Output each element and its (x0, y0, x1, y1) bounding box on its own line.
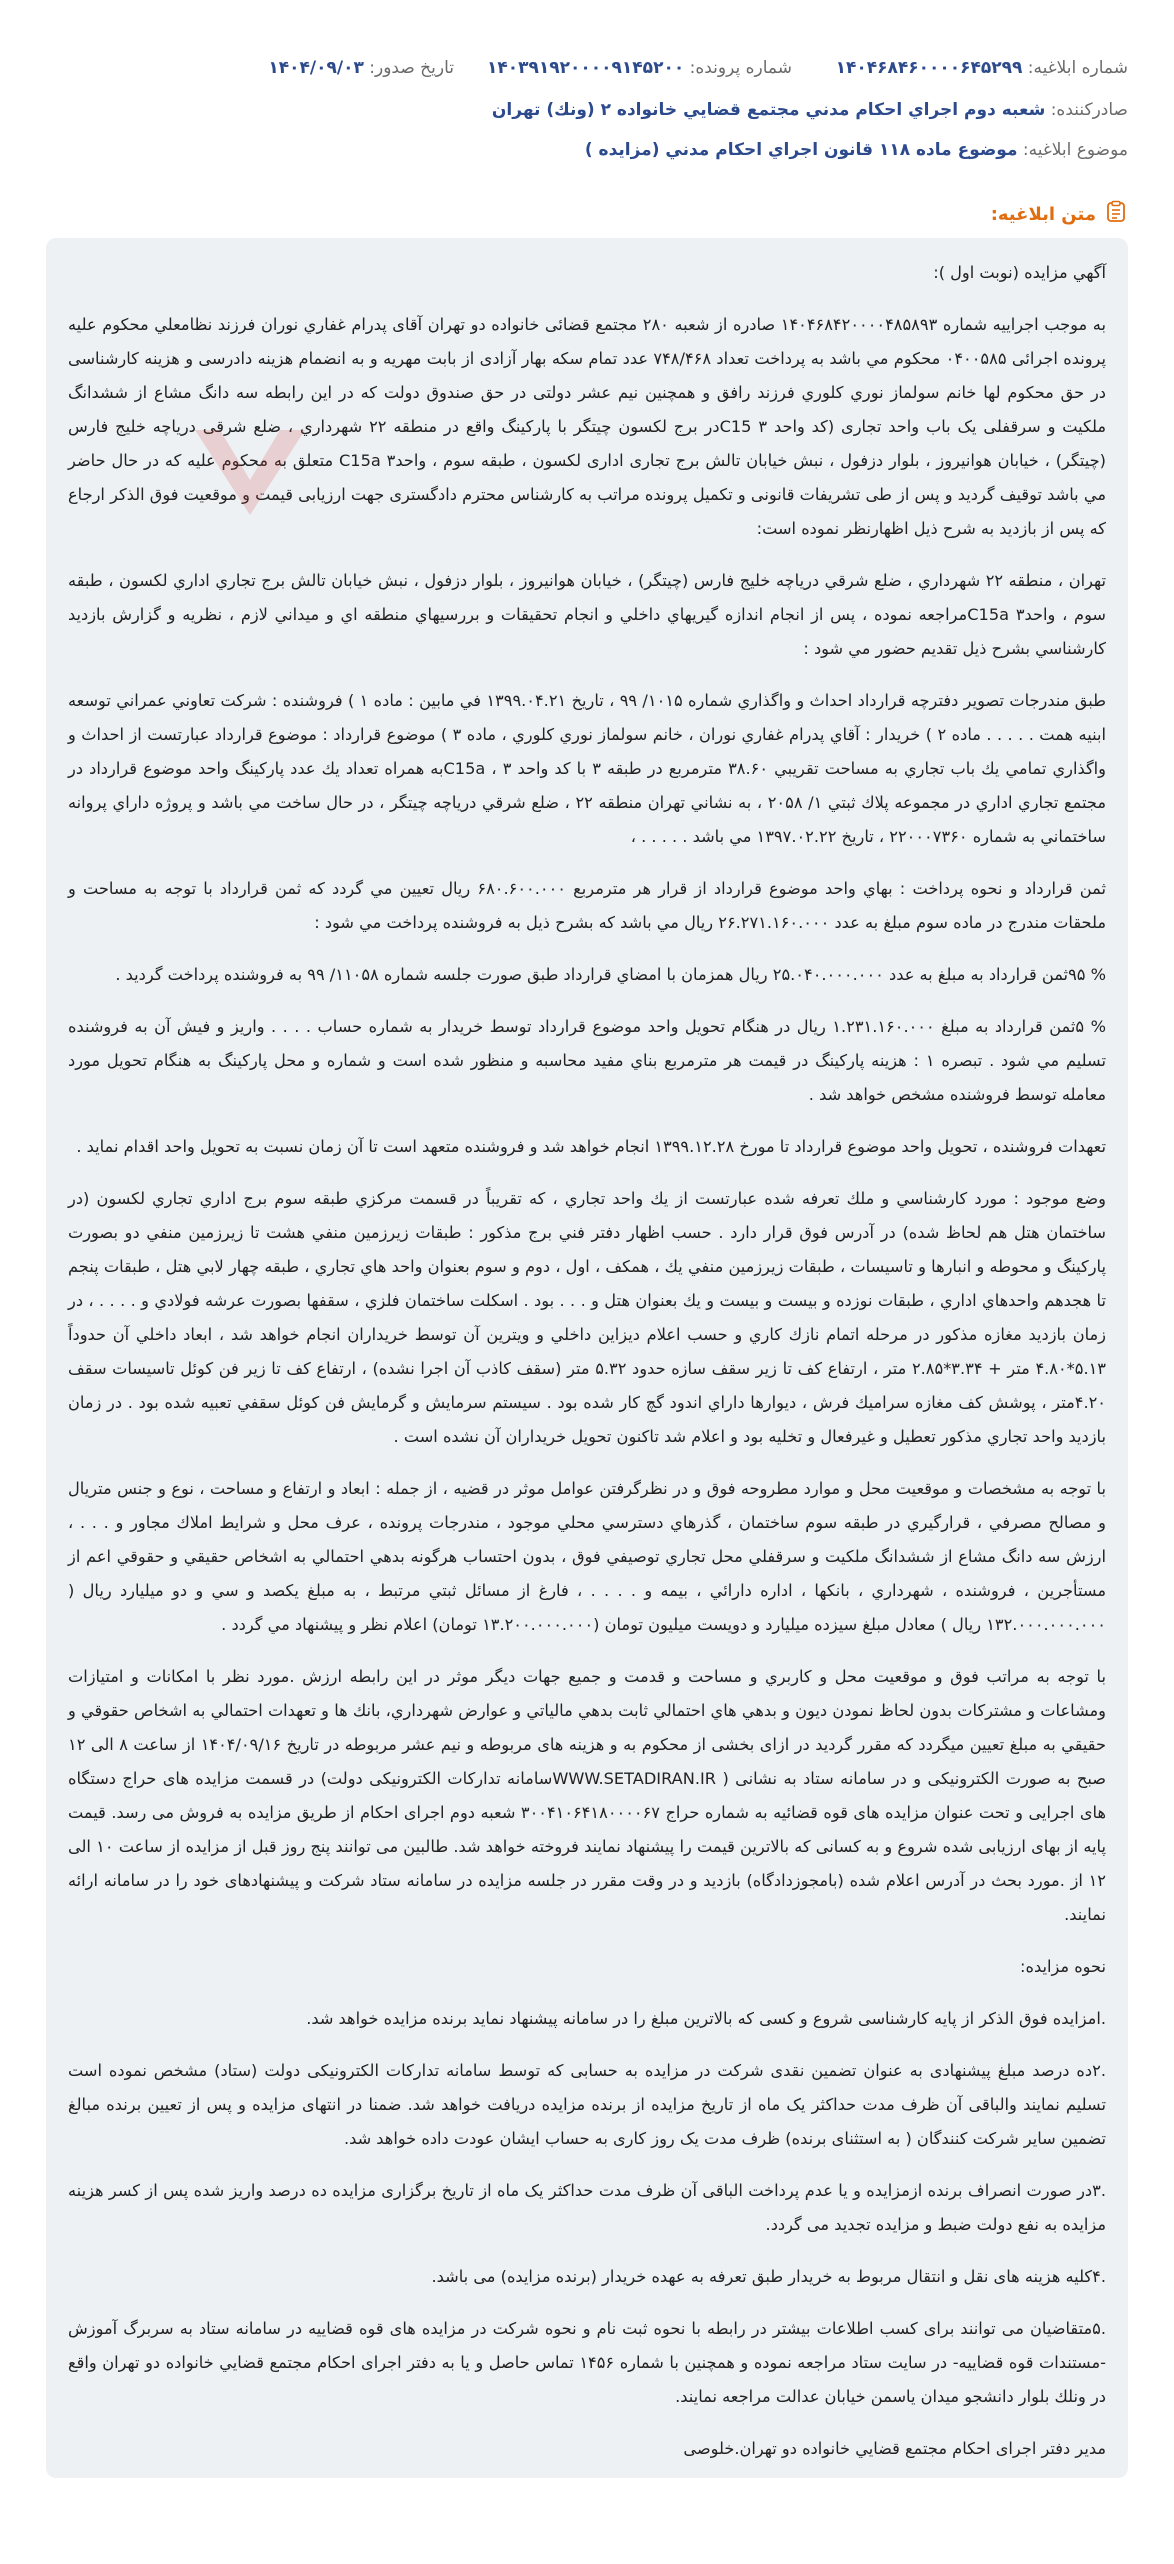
subject-value: موضوع ماده ۱۱۸ قانون اجراي احكام مدني (مزايده ) (584, 140, 1018, 160)
issuer-label: صادرکننده: (1050, 100, 1128, 120)
issue-date-label: تاریخ صدور: (369, 58, 454, 78)
issue-date-value: ۱۴۰۴/۰۹/۰۳ (268, 58, 364, 78)
meta-row-numbers (46, 58, 1128, 78)
body-paragraph: نحوه مزايده: (1020, 1957, 1106, 1976)
notice-number-label: شماره ابلاغیه: (1027, 58, 1128, 78)
issuer-value: شعبه دوم اجراي احكام مدني مجتمع قضايي خانواده ۲ (ونك) تهران (491, 100, 1046, 120)
body-paragraph: .۲ده درصد مبلغ پيشنهادی به عنوان تضمين نقدی شركت در مزايده به حسابی كه توسط سامانه تداركات الكترونيكی دولت (ستاد) مشخص نموده است تسليم نمايند والباقی آن ظرف مدت حداكثر يک ماه از تاريخ مزايده از برنده مزايده دريافت خواهد شد. ضمنا در انتهای مزايده و پس از تعيين برنده مبالغ تضمين ساير شركت كنندگان ( به استثنای برنده) ظرف مدت يک روز كاری به حساب ايشان عودت داده خواهد شد. (68, 2061, 1106, 2148)
notice-body (46, 238, 1128, 2478)
issue-date (268, 58, 454, 78)
meta-row-issuer (46, 100, 1128, 120)
case-number (454, 58, 792, 78)
subject-label: موضوع ابلاغیه: (1022, 140, 1128, 160)
body-paragraph: .۳در صورت انصراف برنده ازمزايده و يا عدم پرداخت الباقی آن ظرف مدت حداكثر يک ماه از تاريخ برگزاری مزايده ده درصد واريز شده پس از كسر هزينه مزايده به نفع دولت ضبط و مزايده تجديد می گردد. (68, 2181, 1106, 2234)
body-paragraph: .۵متقاضيان می توانند برای كسب اطلاعات بيشتر در رابطه با نحوه ثبت نام و نحوه شركت در مزايده های قوه قضاييه در سامانه ستاد به سربرگ آموزش -مستندات قوه قضاييه- در سايت ستاد مراجعه نموده و همچنين با شماره ۱۴۵۶ تماس حاصل و يا به دفتر اجرای احكام مجتمع قضايي خانواده دو تهران واقع در ونلك بلوار دانشجو ميدان ياسمن خيابان عدالت مراجعه نمايند. (68, 2319, 1106, 2406)
body-paragraph: ثمن قرارداد و نحوه پرداخت : بهاي واحد موضوع قرارداد از قرار هر مترمربع ۶۸۰.۶۰۰.۰۰۰ ريال تعيين مي گردد كه ثمن قرارداد با توجه به مساحت و ملحقات مندرج در ماده سوم مبلغ به عدد ۲۶.۲۷۱.۱۶۰.۰۰۰ ريال مي باشد كه بشرح ذيل به فروشنده پرداخت مي شود : (68, 879, 1106, 932)
body-paragraph: وضع موجود : مورد كارشناسي و ملك تعرفه شده عبارتست از يك واحد تجاري ، كه تقريباً در قسمت مركزي طبقه سوم برج اداري تجاري لكسون (در ساختمان هتل هم لحاظ شده) در آدرس فوق قرار دارد . حسب اظهار دفتر فني برج مذكور : طبقات زيرزمين منفي هشت تا زيرزمين منفي دو بصورت پاركينگ و محوطه و انبارها و تاسيسات ، طبقات زيرزمين منفي يك ، همكف ، اول ، دوم و سوم بعنوان واحد هاي تجاري ، طبقه چهار لابي هتل ، طبقات پنجم تا هجدهم واحدهاي اداري ، طبقات نوزده و بيست و بيست و يك بعنوان هتل و . . . بود . اسكلت ساختمان فلزي ، سقفها بصورت عرشه فولادي و . . . . ، در زمان بازديد مغازه مذكور در مرحله اتمام نازك كاري و حسب اعلام ديزاين داخلي و ويترين آن توسط خريداران انجام خواهد شد ، ابعاد داخلي آن حدوداً ۵.۱۳*۴.۸۰ متر + ۳.۳۴*۲.۸۵ متر ، ارتفاع كف تا زير سقف سازه حدود ۵.۳۲ متر (سقف كاذب آن اجرا نشده) ، ارتفاع كف تا زير فن كوئل تاسيسات سقف ۴.۲۰متر ، پوشش كف مغازه سراميك فرش ، ديوارها داراي اندود گچ كار شده بود . سيستم سرمايش و گرمايش فن كوئل سقفي تعبيه شده بود . در زمان بازديد واحد تجاري مذكور تعطيل و غيرفعال و تخليه بود و اعلام شد تاكنون تحويل خريداران آن نشده است . (68, 1189, 1106, 1446)
body-paragraph: تعهدات فروشنده ، تحويل واحد موضوع قرارداد تا مورخ ۱۳۹۹.۱۲.۲۸ انجام خواهد شد و فروشنده متعهد است تا آن زمان نسبت به تحويل واحد اقدام نمايد . (76, 1137, 1106, 1156)
section-title (991, 200, 1128, 229)
body-paragraph: به موجب اجراييه شماره ۱۴۰۴۶۸۴۲۰۰۰۰۴۸۵۸۹۳ صادره از شعبه ۲۸۰ مجتمع قضائی خانواده دو تهران آقای پدرام غفاري نوران فرزند نظامعلي محكوم عليه پرونده اجرائی ۰۴۰۰۵۸۵ محكوم مي باشد به پرداخت تعداد ۷۴۸/۴۶۸ عدد تمام سكه بهار آزادی از بابت مهريه و به انضمام هزينه دادرسی و هزينه كارشناسی در حق محكوم لها خانم سولماز نوري كلوري فرزند رافق و همچنين نيم عشر دولتی در حق صندوق دولت كه در اين رابطه سه دانگ مشاع از ششدانگ ملكيت و سرقفلی يک باب واحد تجاری (كد واحد ۳ C15در برج لكسون چيتگر با پاركينگ واقع در منطقه ۲۲ شهرداري ، ضلع شرقی درياچه خليج فارس (چيتگر) ، خيابان هوانيروز ، بلوار دزفول ، نبش خيابان تالش برج تجاری اداری لكسون ، طبقه سوم ، واحد۳ C15a متعلق به محكوم عليه كه در حال حاضر مي باشد توقيف گرديد و پس از طی تشريفات قانونی و تكميل پرونده مراتب به كارشناس محترم دادگستری جهت ارزيابی قيمت و موقعيت فوق الذكر ارجاع كه پس از بازديد به شرح ذيل اظهارنظر نموده است: (68, 315, 1107, 538)
case-number-label: شماره پرونده: (689, 58, 792, 78)
meta-row-subject (46, 140, 1128, 160)
section-title-text: متن ابلاغیه: (990, 204, 1096, 225)
body-paragraph: % ۵ثمن قرارداد به مبلغ ۱.۲۳۱.۱۶۰.۰۰۰ ريال در هنگام تحويل واحد موضوع قرارداد توسط خريدار به شماره حساب . . . . واريز و فيش آن به فروشنده تسليم مي شود . تبصره ۱ : هزينه پاركينگ در قيمت هر مترمربع بناي مفيد محاسبه و منظور شده است و شماره و محل پاركينگ به هنگام تحويل مورد معامله توسط فروشنده مشخص خواهد شد . (68, 1017, 1106, 1104)
body-paragraph: با توجه به مراتب فوق و موقعيت محل و كاربري و مساحت و قدمت و جميع جهات ديگر موثر در اين رابطه ارزش .مورد نظر با امكانات و امتيازات ومشاعات و مشتركات بدون لحاظ نمودن ديون و بدهي هاي احتمالي ثابت بدهي مالياتي و عوارض شهرداري، بانك ها و تعهدات احتمالي به اشخاص حقوقي و حقيقي به مبلغ تعيين ميگردد كه مقرر گرديد در ازای بخشی از محكوم به و هزينه های مربوطه و نيم عشر مربوطه در تاريخ ۱۴۰۴/۰۹/۱۶ از ساعت ۸ الی ۱۲ صبح به صورت الكترونيكی و در سامانه ستاد به نشانی ( WWW.SETADIRAN.IRسامانه تداركات الكترونيكی دولت) در قسمت مزايده های حراج دستگاه های اجرايی و تحت عنوان مزايده های قوه قضائيه به شماره حراج ۳۰۰۴۱۰۶۴۱۸۰۰۰۰۶۷ شعبه دوم اجرای احكام از طريق مزايده به فروش می رسد. قيمت پايه از بهای ارزيابی شده شروع و به كسانی كه بالاترين قيمت را پيشنهاد نمايند فروخته خواهد شد. طالبين می توانند پنج روز قبل از مزايده از ساعت ۱۰ الی ۱۲ از .مورد بحث در آدرس اعلام شده (بامجوزدادگاه) بازديد و در وقت مقرر در جلسه مزايده در سامانه ستاد شركت و پيشنهادهای خود را در سامانه ارائه نمايند. (68, 1667, 1107, 1924)
body-paragraph: طبق مندرجات تصوير دفترچه قرارداد احداث و واگذاري شماره ۱۰۱۵/ ۹۹ ، تاريخ ۱۳۹۹.۰۴.۲۱ في مابين : ماده ۱ ) فروشنده : شركت تعاوني عمراني توسعه ابنيه همت . . . . . ماده ۲ ) خريدار : آقاي پدرام غفاري نوران ، خانم سولماز نوري كلوري ، ماده ۳ ) موضوع قرارداد : موضوع قرارداد عبارتست از احداث و واگذاري تمامي يك باب تجاري به مساحت تقريبي ۳۸.۶۰ مترمربع در طبقه ۳ با كد واحد ۳ ، C15aبه همراه تعداد يك عدد پاركينگ واحد موضوع قرارداد در مجتمع تجاري اداري در مجموعه پلاك ثبتي ۱/ ۲۰۵۸ ، به نشاني تهران منطقه ۲۲ ، ضلع شرقي درياچه چيتگر ، در حال ساخت مي باشد و پروژه داراي پروانه ساختماني به شماره ۲۲۰۰۰۷۳۶۰ ، تاريخ ۱۳۹۷.۰۲.۲۲ مي باشد . . . . . ، (68, 691, 1106, 846)
body-paragraph: % ۹۵ثمن قرارداد به مبلغ به عدد ۲۵.۰۴۰.۰۰۰.۰۰۰ ريال همزمان با امضاي قرارداد طبق صورت جلسه شماره ۱۱۰۵۸/ ۹۹ به فروشنده پرداخت گرديد . (115, 965, 1106, 984)
body-paragraph: .امزايده فوق الذكر از پايه كارشناسی شروع و كسی كه بالاترين مبلغ را در سامانه پيشنهاد نمايد برنده مزايده خواهد شد. (306, 2009, 1106, 2028)
body-paragraph: با توجه به مشخصات و موقعيت محل و موارد مطروحه فوق و در نظرگرفتن عوامل موثر در قضيه ، از جمله : ابعاد و ارتفاع و مساحت ، نوع و جنس متريال و مصالح مصرفي ، قرارگيري در طبقه سوم ساختمان ، گذرهاي دسترسي محلي موجود ، مندرجات پرونده ، عرف محل و شرايط املاك مجاور و . . . ، ارزش سه دانگ مشاع از ششدانگ ملكيت و سرقفلي محل تجاري توصيفي فوق ، بدون احتساب هرگونه بدهي احتمالي به اشخاص حقيقي و حقوقي اعم از مستأجرين ، فروشنده ، شهرداري ، بانكها ، اداره دارائي ، بيمه و . . . . ، فارغ از مسائل ثبتي مرتبط ، به مبلغ يكصد و سي و دو ميليارد ريال ( ۱۳۲.۰۰۰.۰۰۰.۰۰۰ ريال ) معادل مبلغ سيزده ميليارد و دويست ميليون تومان (۱۳.۲۰۰.۰۰۰.۰۰۰ تومان) اعلام نظر و پيشنهاد مي گردد . (68, 1479, 1106, 1634)
case-number-value: ۱۴۰۳۹۱۹۲۰۰۰۰۹۱۴۵۲۰۰ (487, 58, 685, 78)
notice-number-value: ۱۴۰۴۶۸۴۶۰۰۰۰۶۴۵۲۹۹ (835, 58, 1023, 78)
body-paragraph: آگهي مزايده (نوبت اول ): (933, 263, 1106, 282)
document-icon (1104, 200, 1128, 229)
body-paragraph: .۴كليه هزينه های نقل و انتقال مربوط به خريدار طبق تعرفه به عهده خريدار (برنده مزايده) می باشد. (431, 2267, 1106, 2286)
body-paragraph: مدير دفتر اجرای احكام مجتمع قضايي خانواده دو تهران.خلوصی (683, 2439, 1106, 2458)
body-paragraph: تهران ، منطقه ۲۲ شهرداري ، ضلع شرقي درياچه خليج فارس (چيتگر) ، خيابان هوانيروز ، بلوار دزفول ، نبش خيابان تالش برج تجاري اداري لكسون ، طبقه سوم ، واحد۳ C15aمراجعه نموده ، پس از انجام اندازه گيريهاي داخلي و انجام تحقيقات و بررسيهاي منطقه اي و ميداني لازم ، نظريه و گزارش بازديد كارشناسي بشرح ذيل تقديم حضور مي شود : (68, 571, 1106, 658)
watermark-logo (175, 420, 325, 530)
notice-number (792, 58, 1128, 78)
